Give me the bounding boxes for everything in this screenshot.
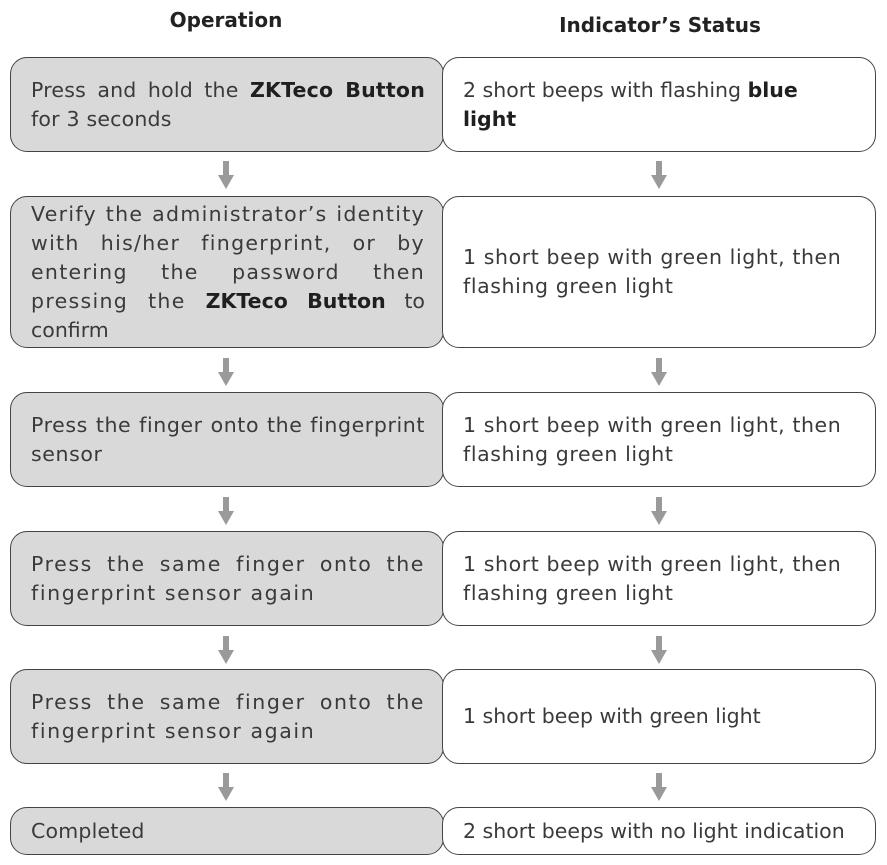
status-text-1-pre: 2 short beeps with flashing	[463, 77, 748, 102]
status-text-6: 2 short beeps with no light indication	[463, 818, 845, 843]
status-box-1	[442, 57, 876, 152]
operation-text-5: Press the same finger onto the fingerprint sensor again	[31, 689, 425, 743]
operation-text-1-bold: ZKTeco Button	[249, 77, 425, 102]
status-header: Indicator’s Status	[559, 13, 761, 37]
status-text-3: 1 short beep with green light, then flashing green light	[463, 412, 842, 466]
down-arrow-icon	[651, 636, 667, 664]
down-arrow-icon	[651, 358, 667, 386]
operation-box-5	[10, 669, 444, 764]
operation-text-1	[31, 76, 425, 134]
operation-text-2	[31, 200, 425, 345]
operation-text-1-pre: Press and hold the	[31, 77, 250, 102]
down-arrow-icon	[218, 773, 234, 801]
status-box-5	[442, 669, 876, 764]
status-text-1	[463, 76, 857, 134]
operation-text-4: Press the same finger onto the fingerprint sensor again	[31, 551, 425, 605]
operation-text-2-bold: ZKTeco Button	[205, 288, 386, 313]
status-text-1-bold: blue light	[463, 77, 798, 131]
status-text-2: 1 short beep with green light, then flashing green light	[463, 245, 842, 298]
down-arrow-icon	[651, 773, 667, 801]
operation-box-6	[10, 807, 444, 855]
status-box-2	[442, 196, 876, 348]
down-arrow-icon	[218, 161, 234, 189]
down-arrow-icon	[651, 161, 667, 189]
down-arrow-icon	[218, 636, 234, 664]
status-box-4	[442, 531, 876, 626]
status-box-3	[442, 392, 876, 487]
down-arrow-icon	[218, 497, 234, 525]
down-arrow-icon	[218, 358, 234, 386]
operation-text-6: Completed	[31, 818, 145, 843]
operation-text-2-post: to confirm	[31, 288, 425, 342]
operation-header: Operation	[169, 8, 283, 32]
status-box-6	[442, 807, 876, 855]
operation-text-2-pre: Verify the administrator’s identity with his/her fingerprint, or by entering the password then pressing the	[31, 201, 425, 313]
operation-box-1	[10, 57, 444, 152]
status-text-5: 1 short beep with green light	[463, 704, 761, 728]
status-text-4: 1 short beep with green light, then flashing green light	[463, 551, 842, 605]
operation-text-1-post: for 3 seconds	[31, 106, 172, 131]
operation-box-2	[10, 196, 444, 348]
operation-text-3: Press the finger onto the fingerprint sensor	[31, 412, 425, 466]
operation-box-4	[10, 531, 444, 626]
operation-box-3	[10, 392, 444, 487]
down-arrow-icon	[651, 497, 667, 525]
